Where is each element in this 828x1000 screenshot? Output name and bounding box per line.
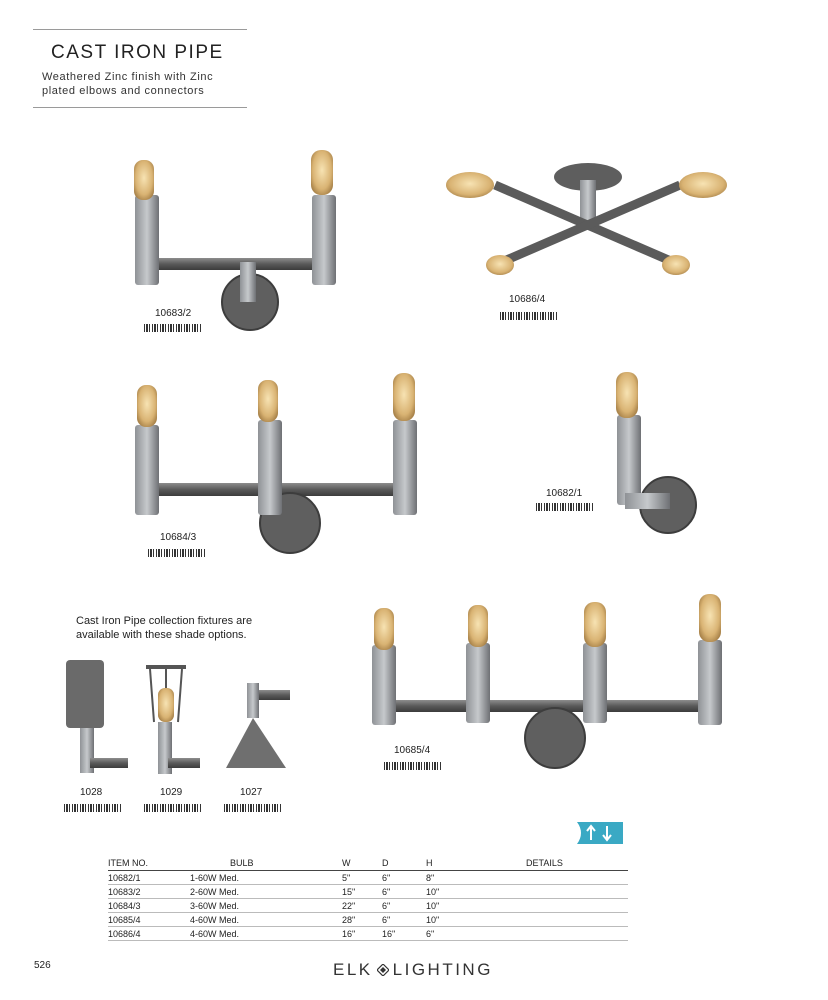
diamond-icon xyxy=(377,964,389,976)
barcode xyxy=(144,324,202,332)
shade-1028-illustration xyxy=(66,660,128,773)
collection-title: CAST IRON PIPE xyxy=(51,42,224,63)
cell-item: 10685/4 xyxy=(108,913,190,927)
page-number: 526 xyxy=(34,960,51,971)
cell-d: 6" xyxy=(382,899,426,913)
cell-item: 10686/4 xyxy=(108,927,190,941)
table-row xyxy=(108,871,628,885)
cell-details xyxy=(486,927,628,941)
subtitle-line-2: plated elbows and connectors xyxy=(42,85,205,97)
brand-logo xyxy=(333,960,493,980)
cell-d: 6" xyxy=(382,885,426,899)
subtitle-line-1: Weathered Zinc finish with Zinc xyxy=(42,71,214,83)
col-w: W xyxy=(342,856,382,871)
table-row xyxy=(108,913,628,927)
cell-details xyxy=(486,885,628,899)
cell-w: 28" xyxy=(342,913,382,927)
col-details: DETAILS xyxy=(486,856,628,871)
shade-note-line-1: Cast Iron Pipe collection fixtures are xyxy=(76,615,253,627)
cell-bulb: 1-60W Med. xyxy=(190,871,342,885)
barcode xyxy=(536,503,594,511)
fixture-10683-2 xyxy=(134,150,336,330)
barcode xyxy=(64,804,122,812)
cell-item: 10684/3 xyxy=(108,899,190,913)
col-bulb: BULB xyxy=(190,856,342,871)
col-item: ITEM NO. xyxy=(108,856,190,871)
barcode xyxy=(500,312,558,320)
fixture-10684-3 xyxy=(135,373,417,553)
fixture-10682-1 xyxy=(616,372,696,533)
shade-note-line-2: available with these shade options. xyxy=(76,629,247,641)
cell-h: 10" xyxy=(426,899,486,913)
shade-sku-label: 1027 xyxy=(240,787,263,798)
sku-label: 10685/4 xyxy=(394,745,431,756)
cell-details xyxy=(486,913,628,927)
sku-label: 10683/2 xyxy=(155,308,192,319)
table-row xyxy=(108,899,628,913)
shade-1029-illustration xyxy=(146,665,200,774)
cell-h: 8" xyxy=(426,871,486,885)
table-row xyxy=(108,885,628,899)
uplight-downlight-icon xyxy=(575,820,625,846)
cell-w: 16" xyxy=(342,927,382,941)
col-h: H xyxy=(426,856,486,871)
table-row xyxy=(108,927,628,941)
cell-details xyxy=(486,899,628,913)
cell-d: 6" xyxy=(382,871,426,885)
fixture-10686-4 xyxy=(446,163,727,275)
cell-bulb: 4-60W Med. xyxy=(190,927,342,941)
cell-h: 6" xyxy=(426,927,486,941)
cell-w: 22" xyxy=(342,899,382,913)
cell-bulb: 2-60W Med. xyxy=(190,885,342,899)
spec-table xyxy=(108,856,628,941)
cell-details xyxy=(486,871,628,885)
sku-label: 10684/3 xyxy=(160,532,197,543)
cell-item: 10683/2 xyxy=(108,885,190,899)
cell-w: 15" xyxy=(342,885,382,899)
cell-h: 10" xyxy=(426,885,486,899)
shade-sku-label: 1029 xyxy=(160,787,183,798)
shade-options-note xyxy=(76,614,276,642)
cell-bulb: 3-60W Med. xyxy=(190,899,342,913)
barcode xyxy=(144,804,202,812)
barcode xyxy=(384,762,442,770)
cell-h: 10" xyxy=(426,913,486,927)
barcode xyxy=(148,549,206,557)
cell-bulb: 4-60W Med. xyxy=(190,913,342,927)
col-d: D xyxy=(382,856,426,871)
brand-left: ELK xyxy=(333,960,373,979)
cell-d: 6" xyxy=(382,913,426,927)
barcode xyxy=(224,804,282,812)
shade-1027-illustration xyxy=(226,683,290,768)
cell-d: 16" xyxy=(382,927,426,941)
sku-label: 10682/1 xyxy=(546,488,583,499)
sku-label: 10686/4 xyxy=(509,294,546,305)
cell-w: 5" xyxy=(342,871,382,885)
spec-table-header xyxy=(108,856,628,871)
cell-item: 10682/1 xyxy=(108,871,190,885)
brand-right: LIGHTING xyxy=(392,960,493,979)
shade-sku-label: 1028 xyxy=(80,787,103,798)
fixture-10685-4 xyxy=(372,594,722,768)
